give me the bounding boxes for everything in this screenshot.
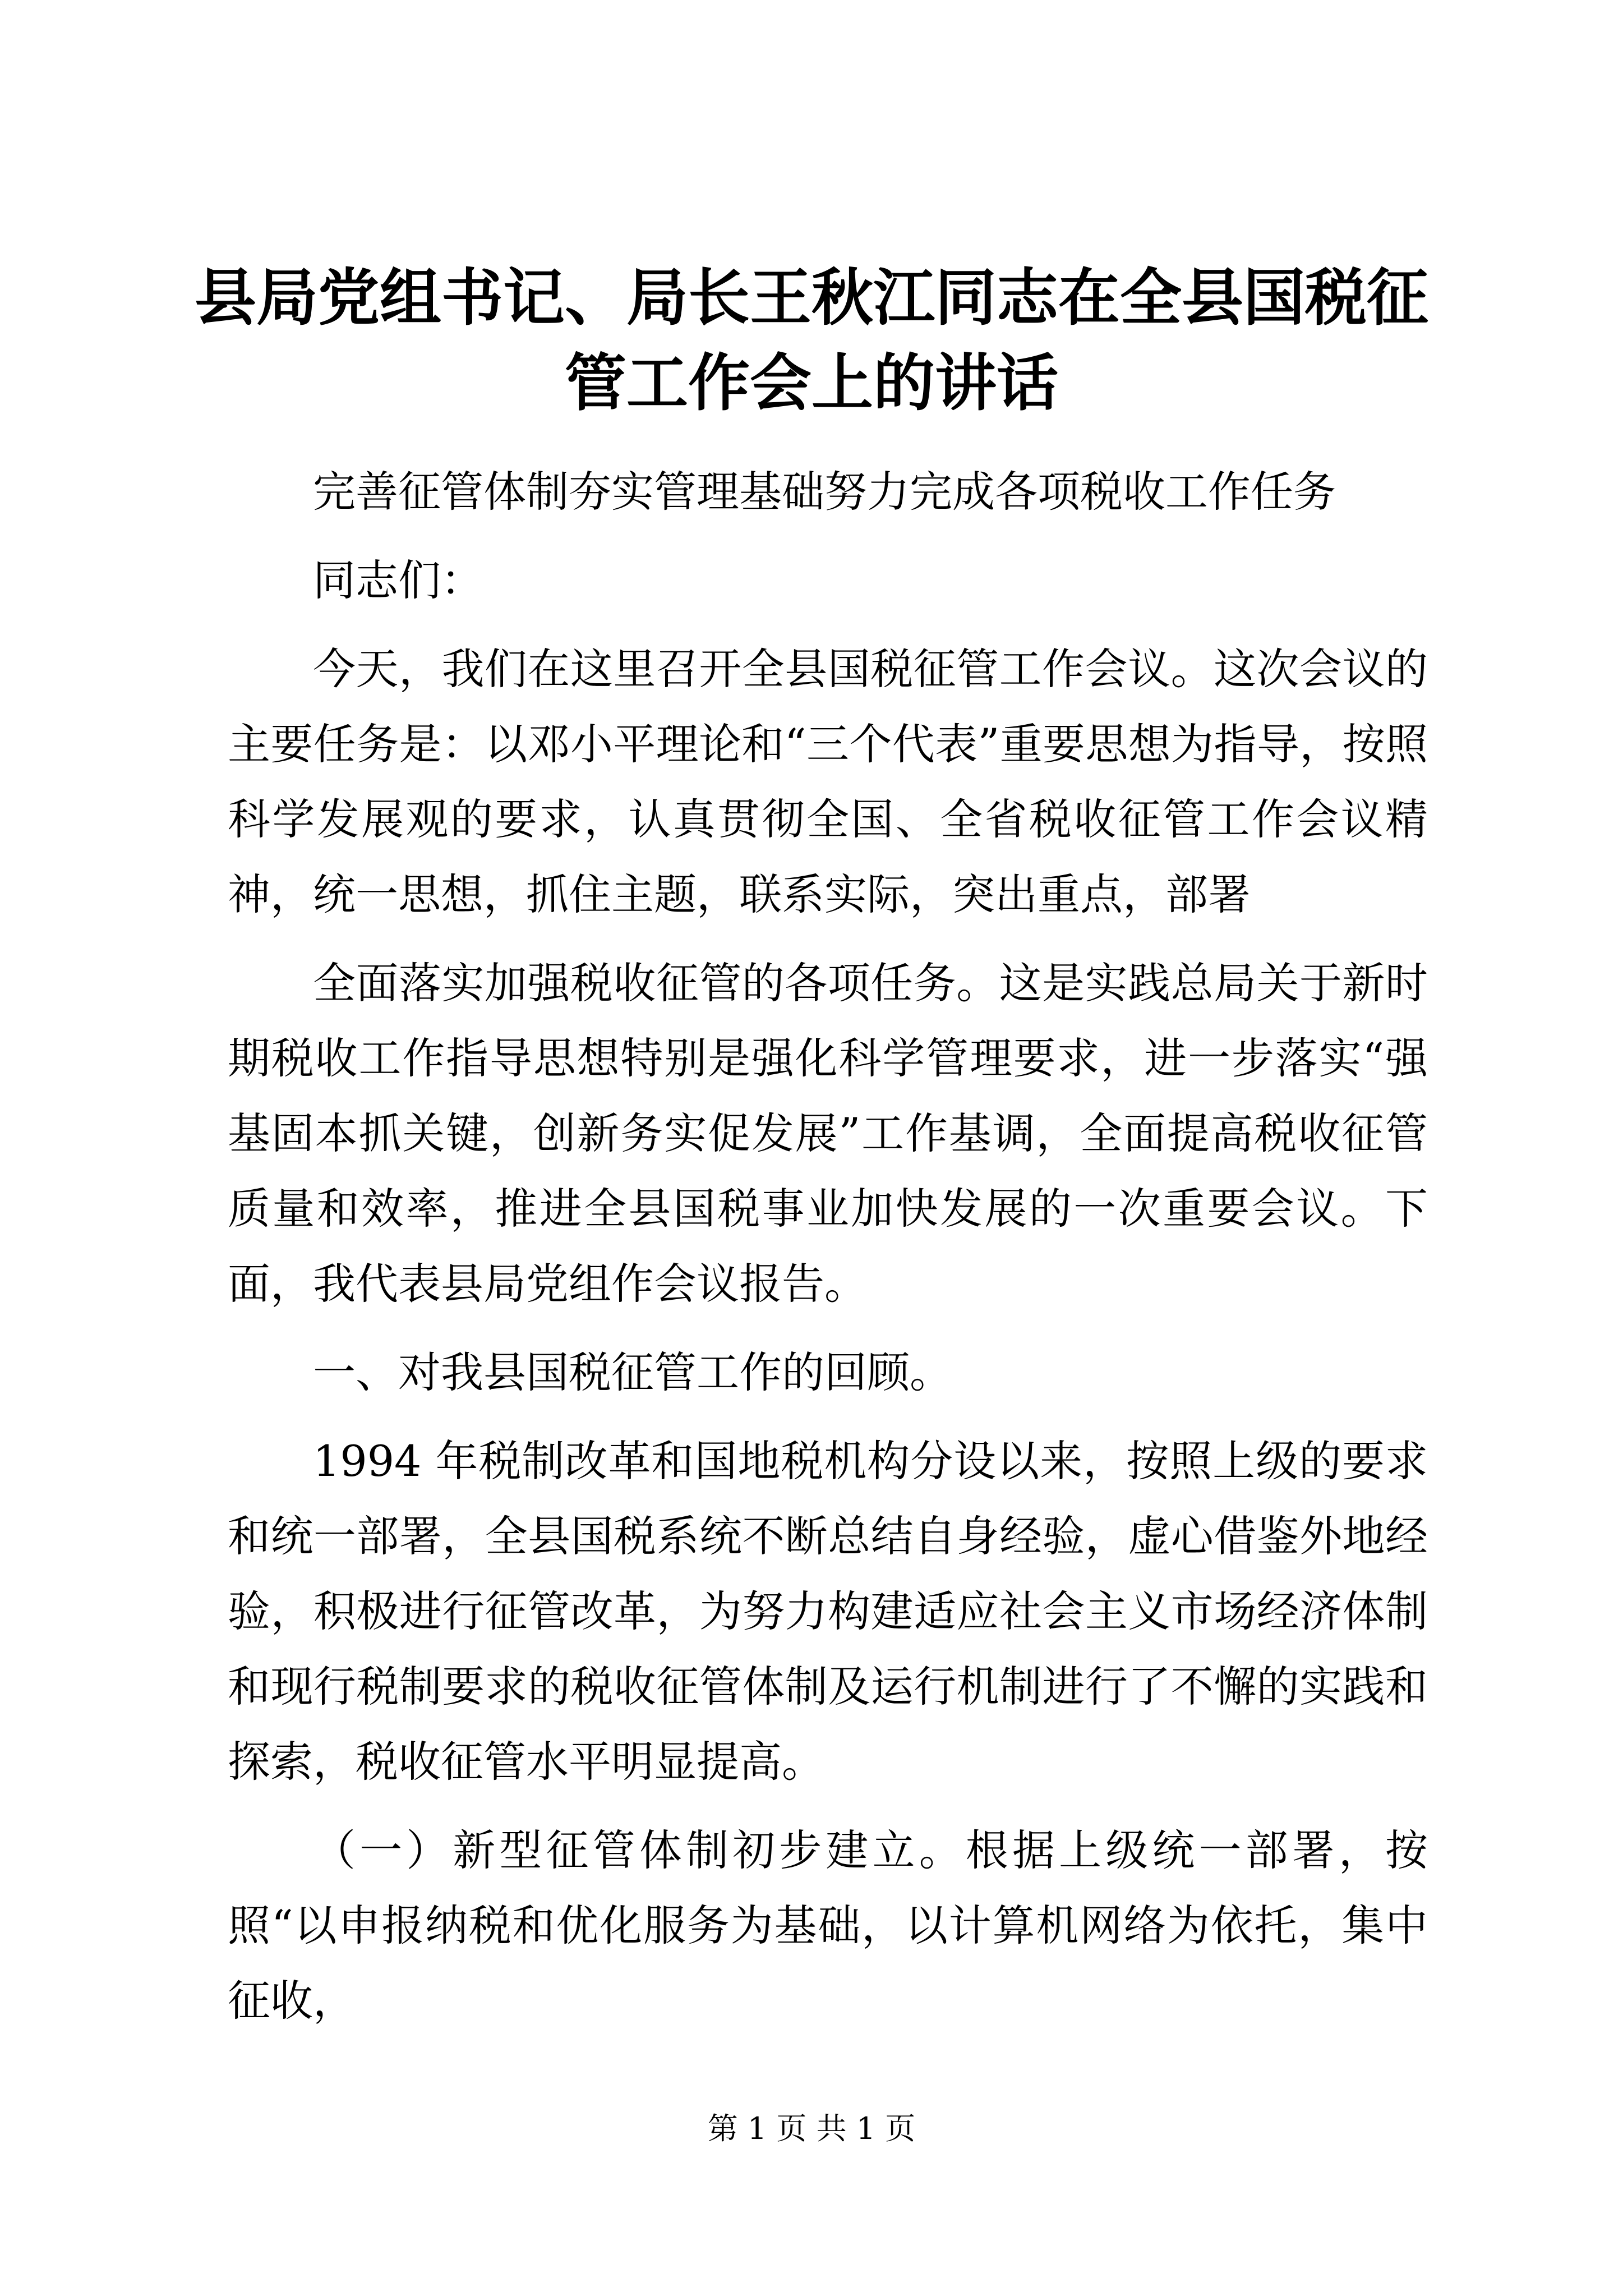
paragraph: 今天，我们在这里召开全县国税征管工作会议。这次会议的主要任务是：以邓小平理论和“三个代表”重要思想为指导，按照科学发展观的要求，认真贯彻全国、全省税收征管工作会议精神，统一思想，抓住主题，联系实际，突出重点，部署 — [228, 644, 1428, 919]
page-footer: 第 1 页 共 1 页 — [707, 2111, 916, 2146]
salutation: 同志们： — [313, 555, 483, 605]
section-heading: 一、对我县国税征管工作的回顾。 — [313, 1347, 952, 1397]
document-body — [228, 454, 1428, 2052]
paragraph: 全面落实加强税收征管的各项任务。这是实践总局关于新时期税收工作指导思想特别是强化科学管理要求，进一步落实“强基固本抓关键，创新务实促发展”工作基调，全面提高税收征管质量和效率，推进全县国税事业加快发展的一次重要会议。下面，我代表县局党组作会议报告。 — [228, 958, 1428, 1309]
paragraph: （一）新型征管体制初步建立。根据上级统一部署，按照“以申报纳税和优化服务为基础，以计算机网络为依托，集中征收， — [228, 1825, 1428, 2026]
document-title: 县局党组书记、局长王秋江同志在全县国税征管工作会上的讲话 — [195, 261, 1428, 419]
paragraph: 1994 年税制改革和国地税机构分设以来，按照上级的要求和统一部署，全县国税系统不断总结自身经验，虚心借鉴外地经验，积极进行征管改革，为努力构建适应社会主义市场经济体制和现行税制要求的税收征管体制及运行机制进行了不懈的实践和探索，税收征管水平明显提高。 — [228, 1436, 1428, 1787]
document-subtitle: 完善征管体制夯实管理基础努力完成各项税收工作任务 — [313, 467, 1336, 517]
